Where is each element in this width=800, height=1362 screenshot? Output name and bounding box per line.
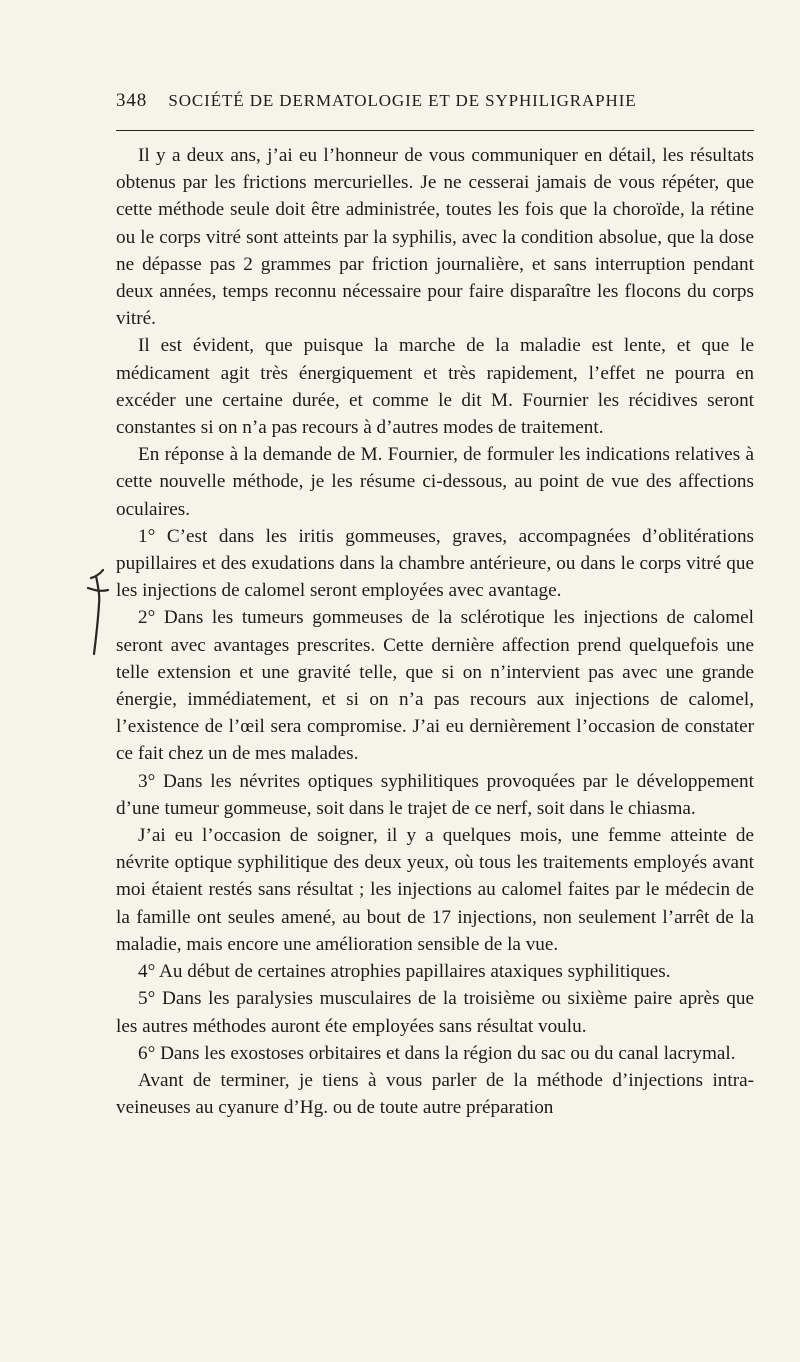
paragraph-item-1: 1° C’est dans les iritis gommeuses, graves, accompagnées d’oblitérations pupillaires et des exudations dans la chambre antérieure, ou dans le corps vitré que les injections de calomel seront employées avec avantage. [116,525,754,602]
running-header [116,90,756,112]
page-number: 348 [116,90,148,111]
running-title: SOCIÉTÉ DE DERMATOLOGIE ET DE SYPHILIGRAPHIE [168,91,637,110]
paragraph-evident: Il est évident, que puisque la marche de la maladie est lente, et que le médicament agit très énergiquement et très rapidement, l’effet ne pourra en excéder une certaine durée, et comme le dit M. Fournier les récidives seront constantes si on n’a pas recours à d’autres modes de traitement. [116,335,754,439]
paragraph-case: J’ai eu l’occasion de soigner, il y a quelques mois, une femme atteinte de névrite optique syphilitique des deux yeux, où tous les traitements employés avant moi étaient restés sans résultat ; les injections au calomel faites par le médecin de la famille ont seules amené, au bout de 17 injections, non seulement l’arrêt de la maladie, mais encore une amélioration sensible de la vue. [116,825,754,955]
paragraph-item-3: 3° Dans les névrites optiques syphilitiques provoquées par le développement d’une tumeur gommeuse, soit dans le trajet de ce nerf, soit dans le chiasma. [116,770,754,819]
paragraph-item-5: 5° Dans les paralysies musculaires de la troisième ou sixième paire après que les autres méthodes auront éte employées sans résultat voulu. [116,988,754,1037]
paragraph-item-2: 2° Dans les tumeurs gommeuses de la sclérotique les injections de calomel seront avec avantages prescrites. Cette dernière affection prend quelquefois une telle extension et une gravité telle, que si on n’intervient pas avec une grande énergie, immédiatement, et si on n’a pas recours aux injections de calomel, l’existence de l’œil sera compromise. J’ai eu dernièrement l’occasion de constater ce fait chez un de mes malades. [116,607,754,765]
handwritten-margin-mark-icon [86,566,112,658]
paragraph-avant: Avant de terminer, je tiens à vous parler de la méthode d’injections intra-veineuses au cyanure d’Hg. ou de toute autre préparation [116,1069,754,1119]
body-text [116,142,754,1121]
paragraph-item-6: 6° Dans les exostoses orbitaires et dans la région du sac ou du canal lacrymal. [138,1042,736,1064]
header-rule [116,130,754,131]
paragraph-item-4: 4° Au début de certaines atrophies papillaires ataxiques syphilitiques. [138,961,671,983]
paragraph-reponse: En réponse à la demande de M. Fournier, de formuler les indications relatives à cette nouvelle méthode, je les résume ci-dessous, au point de vue des affections oculaires. [116,444,754,520]
paragraph-frictions: Il y a deux ans, j’ai eu l’honneur de vous communiquer en détail, les résultats obtenus par les frictions mercurielles. Je ne cesserai jamais de vous répéter, que cette méthode seule doit être administrée, toutes les fois que la choroïde, la rétine ou le corps vitré sont atteints par la syphilis, avec la condition absolue, que la dose ne dépasse pas 2 grammes par friction journalière, et sans interruption pendant deux années, temps reconnu nécessaire pour faire disparaître les flocons du corps vitré. [116,145,754,330]
